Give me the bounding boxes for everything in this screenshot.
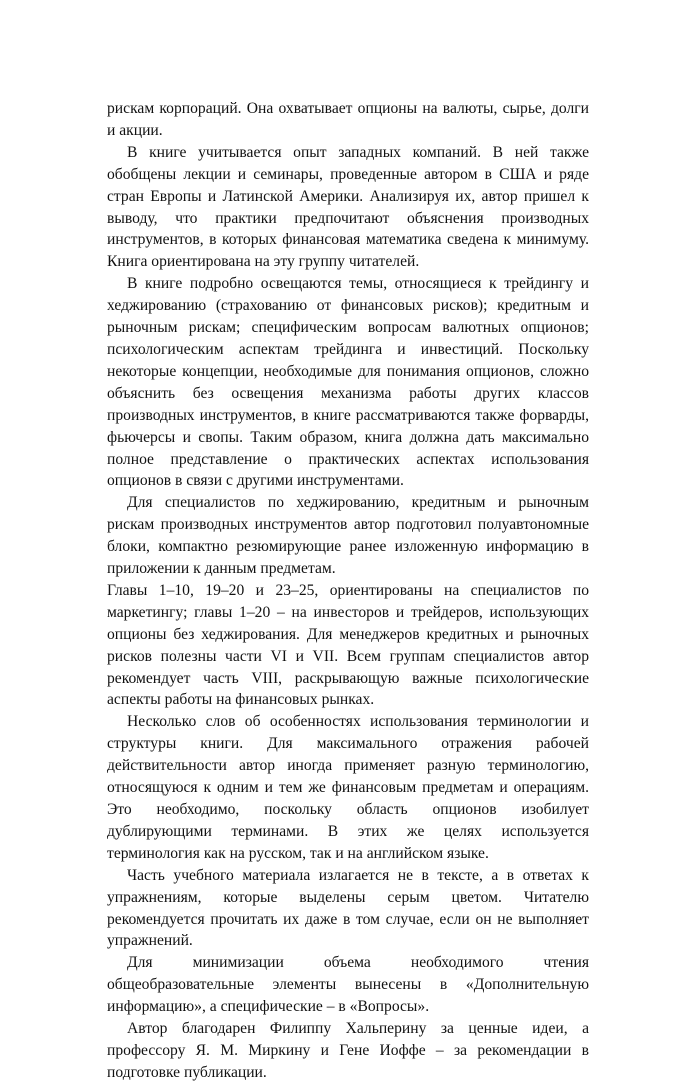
paragraph-9: Автор благодарен Филиппу Хальперину за ценные идеи, а профессору Я. М. Миркину и Гене Иоффе – за рекомендации в подготовке публикации.	[107, 1020, 589, 1081]
paragraph-7: Часть учебного материала излагается не в тексте, а в ответах к упражнениям, которые выделены серым цветом. Читателю рекомендуется прочитать их даже в том случае, если он не выполняет упражнений.	[107, 866, 589, 950]
paragraph-2: В книге учитывается опыт западных компаний. В ней также обобщены лекции и семинары, проведенные автором в США и ряде стран Европы и Латинской Америки. Анализируя их, автор пришел к выводу, что практики предпочитают объяснения производных инструментов, в которых финансовая математика сведена к минимуму. Книга ориентирована на эту группу читателей.	[107, 143, 589, 271]
paragraph-8: Для минимизации объема необходимого чтения общеобразовательные элементы вынесены в «Дополнительную информацию», а специфические – в «Вопросы».	[107, 954, 589, 1016]
paragraph-1: рискам корпораций. Она охватывает опционы на валюты, сырье, долги и акции.	[107, 100, 589, 139]
paragraph-4: Для специалистов по хеджированию, кредитным и рыночным рискам производных инструментов автор подготовил полуавтономные блоки, компактно резюмирующие ранее изложенную информацию в приложении к данным предметам.	[107, 494, 589, 578]
paragraph-6: Несколько слов об особенностях использования терминологии и структуры книги. Для максимального отражения рабочей действительности автор иногда применяет разную терминологию, относящуюся к одним и тем же финансовым предметам и операциям. Это необходимо, поскольку область опционов изобилует дублирующими терминами. В этих же целях используется терминология как на русском, так и на английском языке.	[107, 713, 589, 862]
page-text-block	[107, 98, 589, 1084]
paragraph-5: Главы 1–10, 19–20 и 23–25, ориентированы на специалистов по маркетингу; главы 1–20 – на инвесторов и трейдеров, использующих опционы без хеджирования. Для менеджеров кредитных и рыночных рисков полезны части VI и VII. Всем группам специалистов автор рекомендует часть VIII, раскрывающую важные психологические аспекты работы на финансовых рынках.	[107, 581, 589, 709]
paragraph-3: В книге подробно освещаются темы, относящиеся к трейдингу и хеджированию (страхованию от финансовых рисков); кредитным и рыночным рискам; специфическим вопросам валютных опционов; психологическим аспектам трейдинга и инвестиций. Поскольку некоторые концепции, необходимые для понимания опционов, сложно объяснить без освещения механизма работы других классов производных инструментов, в книге рассматриваются также форварды, фьючерсы и свопы. Таким образом, книга должна дать максимально полное представление о практических аспектах использования опционов в связи с другими инструментами.	[107, 275, 589, 490]
